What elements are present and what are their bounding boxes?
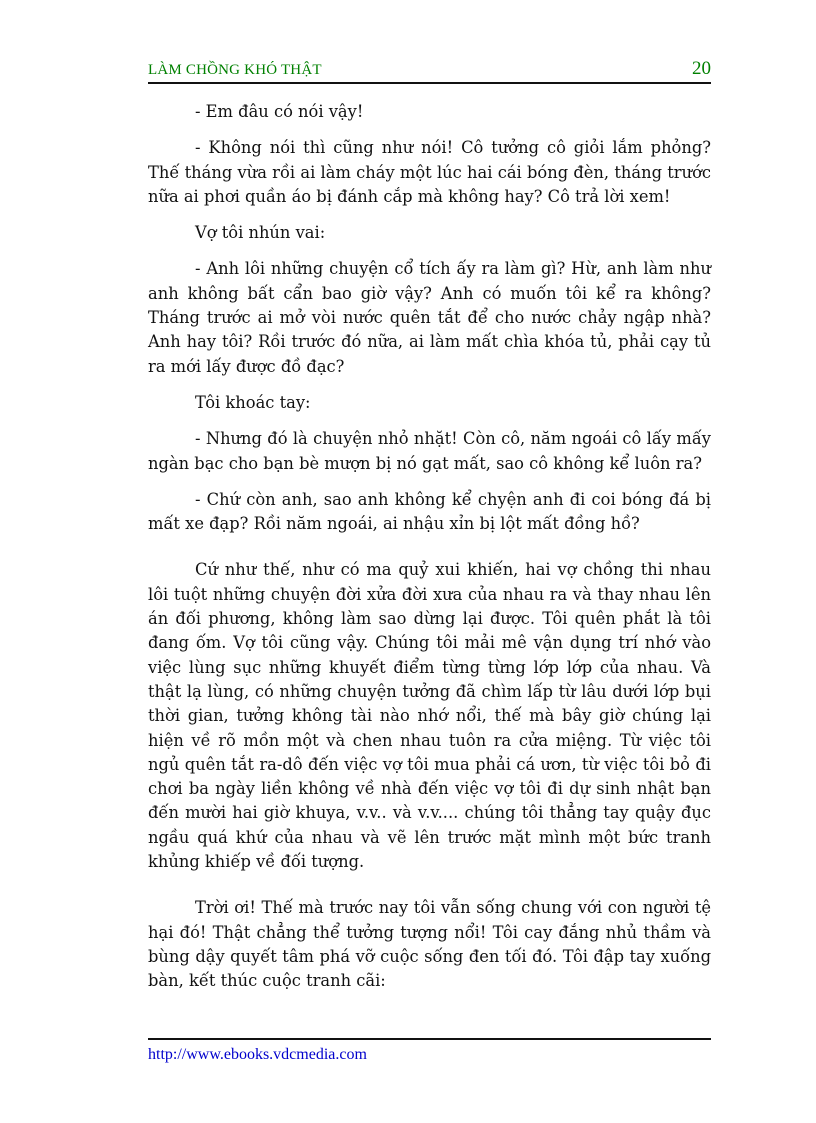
page-number: 20 <box>692 58 711 79</box>
paragraph: - Không nói thì cũng như nói! Cô tưởng cô giỏi lắm phỏng? Thế tháng vừa rồi ai làm cháy một lúc hai cái bóng đèn, tháng trước nữa ai phơi quần áo bị đánh cắp mà không hay? Cô trả lời xem! <box>148 138 711 206</box>
website-link[interactable]: http://www.ebooks.vdcmedia.com <box>148 1046 367 1063</box>
body-text <box>148 100 711 1006</box>
page-footer <box>148 1038 711 1064</box>
paragraph: - Chứ còn anh, sao anh không kể chyện anh đi coi bóng đá bị mất xe đạp? Rồi năm ngoái, ai nhậu xỉn bị lột mất đồng hồ? <box>148 489 711 534</box>
paragraph: - Nhưng đó là chuyện nhỏ nhặt! Còn cô, năm ngoái cô lấy mấy ngàn bạc cho bạn bè mượn bị nó gạt mất, sao cô không kể luôn ra? <box>148 429 711 473</box>
paragraph: Tôi khoác tay: <box>195 392 311 412</box>
page-header <box>148 58 711 84</box>
paragraph: Trời ơi! Thế mà trước nay tôi vẫn sống chung với con người tệ hại đó! Thật chẳng thể tưởng tượng nổi! Tôi cay đắng nhủ thầm và bùng dậy quyết tâm phá vỡ cuộc sống đen tối đó. Tôi đập tay xuống bàn, kết thúc cuộc tranh cãi: <box>148 898 711 991</box>
paragraph: - Em đâu có nói vậy! <box>195 102 364 121</box>
paragraph: Vợ tôi nhún vai: <box>195 223 326 243</box>
paragraph: - Anh lôi những chuyện cổ tích ấy ra làm gì? Hừ, anh làm như anh không bất cẩn bao giờ vậy? Anh có muốn tôi kể ra không? Tháng trước ai mở vòi nước quên tắt để cho nước chảy ngập nhà? Anh hay tôi? Rồi trước đó nữa, ai làm mất chìa khóa tủ, phải cạy tủ ra mới lấy được đồ đạc? <box>148 259 711 376</box>
paragraph: Cứ như thế, như có ma quỷ xui khiến, hai vợ chồng thi nhau lôi tuột những chuyện đời xửa đời xưa của nhau ra và thay nhau lên án đối phương, không làm sao dừng lại được. Tôi quên phắt là tôi đang ốm. Vợ tôi cũng vậy. Chúng tôi mải mê vận dụng trí nhớ vào việc lùng sục những khuyết điểm từng từng lớp lớp của nhau. Và thật lạ lùng, có những chuyện tưởng đã chìm lấp từ lâu dưới lớp bụi thời gian, tưởng không tài nào nhớ nổi, thế mà bây giờ chúng lại hiện về rõ mồn một và chen nhau tuôn ra cửa miệng. Từ việc tôi ngủ quên tắt ra-dô đến việc vợ tôi mua phải cá ươn, từ việc tôi bỏ đi chơi ba ngày liền không về nhà đến việc vợ tôi đi dự sinh nhật bạn đến mười hai giờ khuya, v.v.. và v.v.... chúng tôi thẳng tay quậy đục ngầu quá khứ của nhau và vẽ lên trước mặt mình một bức tranh khủng khiếp về đối tượng. <box>148 560 711 872</box>
book-title: LÀM CHỒNG KHÓ THẬT <box>148 62 322 78</box>
